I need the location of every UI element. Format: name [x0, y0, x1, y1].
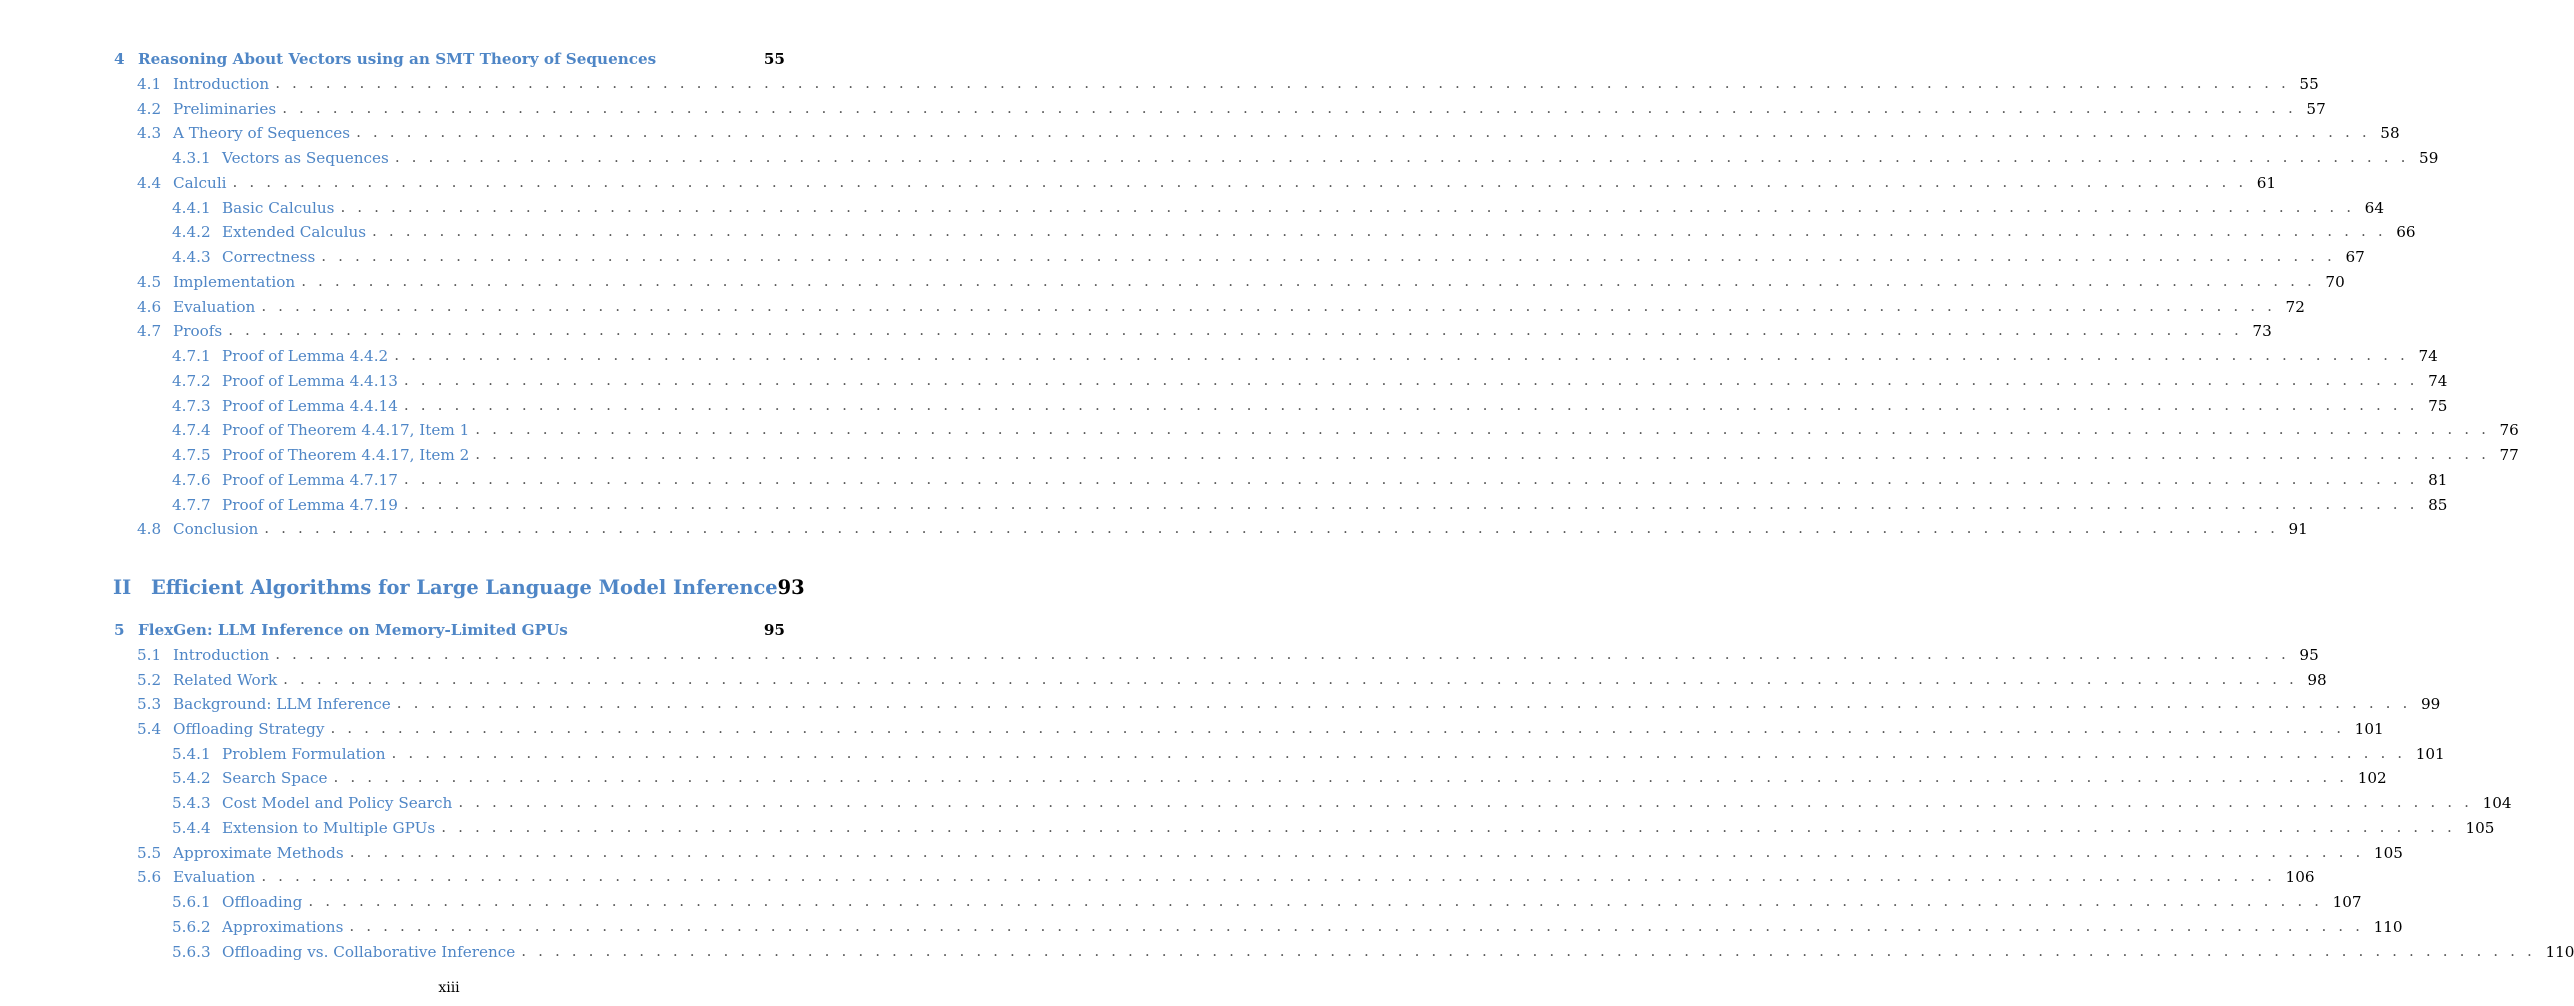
- page-number: xiii: [438, 980, 460, 996]
- toc-entry-number: 4: [114, 50, 125, 68]
- dot-leader: . . . . . . . . . . . . . . . . . . . . . . . . . . . . . . . . . . . . . . . . . . . . . . . . . . . . . . . . . . . . . . . . . . . . . . . . . . . . . . . . . . . . . . . . . . . . . . . . . . . . . . . . . . . . . . . . . . . . . . . .: [282, 99, 2297, 117]
- toc-entry-number: 4.8: [137, 520, 162, 538]
- toc-entry-page: 76: [2499, 421, 2519, 439]
- toc-entry-page: 107: [2332, 893, 2362, 911]
- toc-entry-page: 61: [2256, 174, 2277, 192]
- toc-entry-section[interactable]: [137, 518, 2308, 540]
- toc-entry-number: 4.3: [137, 124, 162, 142]
- toc-entry-page: 77: [2499, 446, 2519, 464]
- toc-entry-number: 5.6: [137, 868, 162, 886]
- toc-entry-number: 4.4.2: [172, 223, 211, 241]
- toc-entry-page: 85: [2428, 496, 2448, 514]
- toc-entry-section[interactable]: [137, 73, 2319, 95]
- toc-entry-section[interactable]: [137, 296, 2305, 318]
- dot-leader: . . . . . . . . . . . . . . . . . . . . . . . . . . . . . . . . . . . . . . . . . . . . . . . . . . . . . . . . . . . . . . . . . . . . . . . . . . . . . . . . . . . . . . . . . . . . . . . . . . . . . . . . . . . . . . . . . . . . . . . .: [356, 123, 2371, 141]
- toc-entry-title[interactable]: Extension to Multiple GPUs: [222, 819, 436, 837]
- toc-entry-page: 105: [2465, 819, 2495, 837]
- dot-leader: . . . . . . . . . . . . . . . . . . . . . . . . . . . . . . . . . . . . . . . . . . . . . . . . . . . . . . . . . . . . . . . . . . . . . . . . . . . . . . . . . . . . . . . . . . . . . . . . . . . . . . . . . . . . . . . . . . . . . . . .: [403, 470, 2419, 488]
- toc-entry-section[interactable]: [137, 842, 2403, 864]
- toc-entry-title[interactable]: Proof of Lemma 4.7.19: [222, 496, 398, 514]
- dot-leader: . . . . . . . . . . . . . . . . . . . . . . . . . . . . . . . . . . . . . . . . . . . . . . . . . . . . . . . . . . . . . . . . . . . . . . . . . . . . . . . . . . . . . . . . . . . . . . . . . . . . . . . . . . . . . . . . . . . . . . . .: [349, 843, 2364, 861]
- toc-entry-number: 4.7.5: [172, 446, 211, 464]
- toc-entry-number: 5.4.1: [172, 745, 211, 763]
- toc-entry-number: 4.4.3: [172, 248, 211, 266]
- toc-entry-number: 4.7.3: [172, 397, 211, 415]
- toc-entry-number: 5.4: [137, 720, 162, 738]
- toc-entry-section[interactable]: [137, 271, 2345, 293]
- toc-entry-page: 93: [777, 576, 805, 599]
- toc-entry-page: 64: [2364, 199, 2384, 217]
- toc-entry-section[interactable]: [137, 644, 2319, 666]
- toc-entry-page: 67: [2345, 248, 2365, 266]
- toc-entry-title[interactable]: Problem Formulation: [222, 745, 386, 763]
- toc-entry-number: 5.6.3: [172, 943, 211, 961]
- toc-entry-number: 5.6.2: [172, 918, 211, 936]
- toc-entry-subsection[interactable]: [172, 494, 2448, 516]
- toc-entry-title[interactable]: Proof of Lemma 4.4.14: [222, 397, 398, 415]
- toc-entry-title[interactable]: Evaluation: [173, 868, 256, 886]
- toc-entry-page: 104: [2482, 794, 2512, 812]
- dot-leader: . . . . . . . . . . . . . . . . . . . . . . . . . . . . . . . . . . . . . . . . . . . . . . . . . . . . . . . . . . . . . . . . . . . . . . . . . . . . . . . . . . . . . . . . . . . . . . . . . . . . . . . . . . . . . . . . . . . . . . . .: [264, 519, 2279, 537]
- dot-leader: . . . . . . . . . . . . . . . . . . . . . . . . . . . . . . . . . . . . . . . . . . . . . . . . . . . . . . . . . . . . . . . . . . . . . . . . . . . . . . . . . . . . . . . . . . . . . . . . . . . . . . . . . . . . . . . . . . . . . . . .: [349, 917, 2364, 935]
- toc-entry-page: 66: [2396, 223, 2416, 241]
- toc-entry-title[interactable]: Calculi: [173, 174, 227, 192]
- toc-entry-title[interactable]: FlexGen: LLM Inference on Memory-Limited GPUs: [138, 621, 568, 639]
- toc-entry-number: 5.1: [137, 646, 162, 664]
- toc-entry-page: 101: [2415, 745, 2445, 763]
- toc-entry-title[interactable]: Efficient Algorithms for Large Language Model Inference: [151, 576, 778, 599]
- toc-entry-number: 5.4.4: [172, 819, 211, 837]
- toc-entry-page: 55: [763, 50, 785, 68]
- dot-leader: . . . . . . . . . . . . . . . . . . . . . . . . . . . . . . . . . . . . . . . . . . . . . . . . . . . . . . . . . . . . . . . . . . . . . . . . . . . . . . . . . . . . . . . . . . . . . . . . . . . . . . . . . . . . . . . . . . . . . . . .: [333, 768, 2348, 786]
- toc-entry-number: 4.4: [137, 174, 162, 192]
- toc-entry-section[interactable]: [137, 866, 2315, 888]
- dot-leader: . . . . . . . . . . . . . . . . . . . . . . . . . . . . . . . . . . . . . . . . . . . . . . . . . . . . . . . . . . . . . . . . . . . . . . . . . . . . . . . . . . . . . . . . . . . . . . . . . . . . . . . . . . . . . . . . . . . . . . . .: [372, 222, 2387, 240]
- toc-entry-title[interactable]: Evaluation: [173, 298, 256, 316]
- toc-entry-title[interactable]: Correctness: [222, 248, 316, 266]
- toc-entry-page: 95: [763, 621, 785, 639]
- toc-entry-title[interactable]: Proofs: [173, 322, 223, 340]
- toc-entry-page: 110: [2373, 918, 2403, 936]
- dot-leader: . . . . . . . . . . . . . . . . . . . . . . . . . . . . . . . . . . . . . . . . . . . . . . . . . . . . . . . . . . . . . . . . . . . . . . . . . . . . . . . . . . . . . . . . . . . . . . . . . . . . . . . . . . . . . . . . . . . . . . . .: [232, 173, 2247, 191]
- dot-leader: . . . . . . . . . . . . . . . . . . . . . . . . . . . . . . . . . . . . . . . . . . . . . . . . . . . . . . . . . . . . . . . . . . . . . . . . . . . . . . . . . . . . . . . . . . . . . . . . . . . . . . . . . . . . . . . . . . . . . . . .: [391, 744, 2406, 762]
- toc-entry-subsection[interactable]: [172, 916, 2403, 938]
- dot-leader: . . . . . . . . . . . . . . . . . . . . . . . . . . . . . . . . . . . . . . . . . . . . . . . . . . . . . . . . . . . . . . . . . . . . . . . . . . . . . . . . . . . . . . . . . . . . . . . . . . . . . . . . . . . . . . . . . . . . . . . .: [308, 892, 2323, 910]
- toc-entry-subsection[interactable]: [172, 370, 2448, 392]
- toc-entry-title[interactable]: Offloading vs. Collaborative Inference: [222, 943, 516, 961]
- toc-entry-number: 4.7.1: [172, 347, 211, 365]
- toc-entry-page: 73: [2252, 322, 2272, 340]
- dot-leader: . . . . . . . . . . . . . . . . . . . . . . . . . . . . . . . . . . . . . . . . . . . . . . . . . . . . . . . . . . . . . . . . . . . . . . . . . . . . . . . . . . . . . . . . . . . . . . . . . . . . . . . . . . . . . . . . . . . . . . . .: [475, 420, 2490, 438]
- toc-entry-section[interactable]: [137, 718, 2384, 740]
- toc-entry-page: 75: [2428, 397, 2448, 415]
- toc-entry-number: 4.7.7: [172, 496, 211, 514]
- dot-leader: . . . . . . . . . . . . . . . . . . . . . . . . . . . . . . . . . . . . . . . . . . . . . . . . . . . . . . . . . . . . . . . . . . . . . . . . . . . . . . . . . . . . . . . . . . . . . . . . . . . . . . . . . . . . . . . . . . . . . . . .: [441, 818, 2456, 836]
- toc-entry-subsection[interactable]: [172, 246, 2365, 268]
- toc-entry-page: 72: [2285, 298, 2305, 316]
- dot-leader: . . . . . . . . . . . . . . . . . . . . . . . . . . . . . . . . . . . . . . . . . . . . . . . . . . . . . . . . . . . . . . . . . . . . . . . . . . . . . . . . . . . . . . . . . . . . . . . . . . . . . . . . . . . . . . . . . . . . . . . .: [275, 74, 2290, 92]
- toc-entry-title[interactable]: Introduction: [173, 75, 270, 93]
- toc-entry-title[interactable]: Approximations: [222, 918, 344, 936]
- toc-entry-title[interactable]: Introduction: [173, 646, 270, 664]
- toc-entry-page: 99: [2420, 695, 2441, 713]
- toc-entry-number: 5.4.2: [172, 769, 211, 787]
- toc-entry-section[interactable]: [137, 320, 2272, 342]
- toc-entry-chapter[interactable]: [114, 619, 785, 641]
- toc-entry-page: 70: [2325, 273, 2345, 291]
- toc-entry-title[interactable]: Vectors as Sequences: [222, 149, 389, 167]
- toc-entry-section[interactable]: [137, 122, 2400, 144]
- toc-entry-title[interactable]: A Theory of Sequences: [173, 124, 351, 142]
- toc-entry-number: 4.2: [137, 100, 162, 118]
- toc-entry-title[interactable]: Cost Model and Policy Search: [222, 794, 453, 812]
- toc-entry-title[interactable]: Extended Calculus: [222, 223, 367, 241]
- toc-entry-section[interactable]: [137, 98, 2326, 120]
- dot-leader: . . . . . . . . . . . . . . . . . . . . . . . . . . . . . . . . . . . . . . . . . . . . . . . . . . . . . . . . . . . . . . . . . . . . . . . . . . . . . . . . . . . . . . . . . . . . . . . . . . . . . . . . . . . . . . . . . . . . . . . .: [403, 371, 2419, 389]
- toc-entry-title[interactable]: Preliminaries: [173, 100, 277, 118]
- toc-entry-subsection[interactable]: [172, 469, 2448, 491]
- toc-entry-subsection[interactable]: [172, 197, 2384, 219]
- toc-entry-number: 4.7: [137, 322, 162, 340]
- toc-entry-page: 106: [2285, 868, 2315, 886]
- dot-leader: . . . . . . . . . . . . . . . . . . . . . . . . . . . . . . . . . . . . . . . . . . . . . . . . . . . . . . . . . . . . . . . . . . . . . . . . . . . . . . . . . . . . . . . . . . . . . . . . . . . . . . . . . . . . . . . . . . . . . . . .: [394, 148, 2410, 166]
- toc-entry-subsection[interactable]: [172, 419, 2519, 441]
- toc-entry-page: 98: [2307, 671, 2327, 689]
- toc-entry-section[interactable]: [137, 172, 2277, 194]
- dot-leader: . . . . . . . . . . . . . . . . . . . . . . . . . . . . . . . . . . . . . . . . . . . . . . . . . . . . . . . . . . . . . . . . . . . . . . . . . . . . . . . . . . . . . . . . . . . . . . . . . . . . . . . . . . . . . . . . . . . . . . . .: [261, 297, 2276, 315]
- toc-entry-title[interactable]: Offloading: [222, 893, 303, 911]
- toc-entry-title[interactable]: Proof of Lemma 4.4.13: [222, 372, 398, 390]
- toc-entry-page: 55: [2299, 75, 2319, 93]
- dot-leader: . . . . . . . . . . . . . . . . . . . . . . . . . . . . . . . . . . . . . . . . . . . . . . . . . . . . . . . . . . . . . . . . . . . . . . . . . . . . . . . . . . . . . . . . . . . . . . . . . . . . . . . . . . . . . . . . . . . . . . . .: [228, 321, 2243, 339]
- toc-entry-page: 105: [2373, 844, 2403, 862]
- toc-entry-subsection[interactable]: [172, 767, 2387, 789]
- toc-entry-page: 74: [2418, 347, 2438, 365]
- toc-entry-title[interactable]: Offloading Strategy: [173, 720, 325, 738]
- toc-entry-part[interactable]: [113, 573, 805, 603]
- dot-leader: . . . . . . . . . . . . . . . . . . . . . . . . . . . . . . . . . . . . . . . . . . . . . . . . . . . . . . . . . . . . . . . . . . . . . . . . . . . . . . . . . . . . . . . . . . . . . . . . . . . . . . . . . . . . . . . . . . . . . . . .: [283, 670, 2298, 688]
- dot-leader: . . . . . . . . . . . . . . . . . . . . . . . . . . . . . . . . . . . . . . . . . . . . . . . . . . . . . . . . . . . . . . . . . . . . . . . . . . . . . . . . . . . . . . . . . . . . . . . . . . . . . . . . . . . . . . . . . . . . . . . .: [261, 867, 2276, 885]
- toc-entry-subsection[interactable]: [172, 395, 2448, 417]
- dot-leader: . . . . . . . . . . . . . . . . . . . . . . . . . . . . . . . . . . . . . . . . . . . . . . . . . . . . . . . . . . . . . . . . . . . . . . . . . . . . . . . . . . . . . . . . . . . . . . . . . . . . . . . . . . . . . . . . . . . . . . . .: [403, 495, 2419, 513]
- toc-entry-page: 101: [2354, 720, 2384, 738]
- dot-leader: . . . . . . . . . . . . . . . . . . . . . . . . . . . . . . . . . . . . . . . . . . . . . . . . . . . . . . . . . . . . . . . . . . . . . . . . . . . . . . . . . . . . . . . . . . . . . . . . . . . . . . . . . . . . . . . . . . . . . . . .: [458, 793, 2473, 811]
- toc-entry-number: 4.6: [137, 298, 162, 316]
- toc-entry-number: 4.7.6: [172, 471, 211, 489]
- dot-leader: . . . . . . . . . . . . . . . . . . . . . . . . . . . . . . . . . . . . . . . . . . . . . . . . . . . . . . . . . . . . . . . . . . . . . . . . . . . . . . . . . . . . . . . . . . . . . . . . . . . . . . . . . . . . . . . . . . . . . . . .: [275, 645, 2290, 663]
- dot-leader: . . . . . . . . . . . . . . . . . . . . . . . . . . . . . . . . . . . . . . . . . . . . . . . . . . . . . . . . . . . . . . . . . . . . . . . . . . . . . . . . . . . . . . . . . . . . . . . . . . . . . . . . . . . . . . . . . . . . . . . .: [396, 694, 2411, 712]
- toc-entry-number: 5.4.3: [172, 794, 211, 812]
- toc-entry-number: 5.3: [137, 695, 162, 713]
- toc-entry-chapter[interactable]: [114, 48, 785, 70]
- toc-entry-page: 102: [2357, 769, 2387, 787]
- toc-entry-subsection[interactable]: [172, 891, 2362, 913]
- dot-leader: . . . . . . . . . . . . . . . . . . . . . . . . . . . . . . . . . . . . . . . . . . . . . . . . . . . . . . . . . . . . . . . . . . . . . . . . . . . . . . . . . . . . . . . . . . . . . . . . . . . . . . . . . . . . . . . . . . . . . . . .: [340, 198, 2355, 216]
- dot-leader: . . . . . . . . . . . . . . . . . . . . . . . . . . . . . . . . . . . . . . . . . . . . . . . . . . . . . . . . . . . . . . . . . . . . . . . . . . . . . . . . . . . . . . . . . . . . . . . . . . . . . . . . . . . . . . . . . . . . . . . .: [521, 942, 2536, 960]
- toc-entry-title[interactable]: Background: LLM Inference: [173, 695, 391, 713]
- toc-entry-number: 4.7.2: [172, 372, 211, 390]
- toc-entry-page: 91: [2288, 520, 2308, 538]
- toc-entry-page: 59: [2419, 149, 2439, 167]
- toc-entry-page: 95: [2299, 646, 2319, 664]
- toc-entry-number: 5.2: [137, 671, 162, 689]
- toc-entry-page: 81: [2428, 471, 2448, 489]
- toc-entry-title[interactable]: Related Work: [173, 671, 278, 689]
- toc-entry-number: 5: [114, 621, 125, 639]
- toc-entry-title[interactable]: Basic Calculus: [222, 199, 335, 217]
- toc-entry-subsection[interactable]: [172, 792, 2512, 814]
- toc-entry-page: 57: [2306, 100, 2326, 118]
- toc-entry-number: 5.6.1: [172, 893, 211, 911]
- toc-entry-number: 5.5: [137, 844, 162, 862]
- toc-entry-title[interactable]: Approximate Methods: [173, 844, 344, 862]
- toc-entry-title[interactable]: Proof of Theorem 4.4.17, Item 2: [222, 446, 470, 464]
- toc-entry-number: 4.5: [137, 273, 162, 291]
- toc-entry-number: 4.3.1: [172, 149, 211, 167]
- toc-entry-title[interactable]: Proof of Lemma 4.4.2: [222, 347, 389, 365]
- toc-entry-page: 110: [2545, 943, 2574, 961]
- toc-entry-page: 74: [2428, 372, 2448, 390]
- toc-entry-subsection[interactable]: [172, 345, 2438, 367]
- toc-entry-title[interactable]: Reasoning About Vectors using an SMT Theory of Sequences: [138, 50, 657, 68]
- toc-entry-section[interactable]: [137, 693, 2441, 715]
- toc-entry-subsection[interactable]: [172, 743, 2445, 765]
- dot-leader: . . . . . . . . . . . . . . . . . . . . . . . . . . . . . . . . . . . . . . . . . . . . . . . . . . . . . . . . . . . . . . . . . . . . . . . . . . . . . . . . . . . . . . . . . . . . . . . . . . . . . . . . . . . . . . . . . . . . . . . .: [321, 247, 2336, 265]
- dot-leader: . . . . . . . . . . . . . . . . . . . . . . . . . . . . . . . . . . . . . . . . . . . . . . . . . . . . . . . . . . . . . . . . . . . . . . . . . . . . . . . . . . . . . . . . . . . . . . . . . . . . . . . . . . . . . . . . . . . . . . . .: [403, 396, 2419, 414]
- dot-leader: . . . . . . . . . . . . . . . . . . . . . . . . . . . . . . . . . . . . . . . . . . . . . . . . . . . . . . . . . . . . . . . . . . . . . . . . . . . . . . . . . . . . . . . . . . . . . . . . . . . . . . . . . . . . . . . . . . . . . . . .: [394, 346, 2409, 364]
- toc-entry-subsection[interactable]: [172, 147, 2439, 169]
- toc-entry-number: 4.4.1: [172, 199, 211, 217]
- toc-entry-subsection[interactable]: [172, 941, 2574, 963]
- dot-leader: . . . . . . . . . . . . . . . . . . . . . . . . . . . . . . . . . . . . . . . . . . . . . . . . . . . . . . . . . . . . . . . . . . . . . . . . . . . . . . . . . . . . . . . . . . . . . . . . . . . . . . . . . . . . . . . . . . . . . . . .: [301, 272, 2316, 290]
- toc-entry-section[interactable]: [137, 669, 2327, 691]
- toc-entry-number: 4.1: [137, 75, 162, 93]
- toc-entry-number: II: [113, 576, 132, 599]
- toc-entry-title[interactable]: Conclusion: [173, 520, 259, 538]
- dot-leader: . . . . . . . . . . . . . . . . . . . . . . . . . . . . . . . . . . . . . . . . . . . . . . . . . . . . . . . . . . . . . . . . . . . . . . . . . . . . . . . . . . . . . . . . . . . . . . . . . . . . . . . . . . . . . . . . . . . . . . . .: [330, 719, 2345, 737]
- toc-entry-subsection[interactable]: [172, 444, 2519, 466]
- toc-entry-number: 4.7.4: [172, 421, 211, 439]
- toc-entry-title[interactable]: Search Space: [222, 769, 328, 787]
- toc-entry-title[interactable]: Implementation: [173, 273, 296, 291]
- toc-entry-subsection[interactable]: [172, 817, 2495, 839]
- toc-entry-subsection[interactable]: [172, 221, 2416, 243]
- toc-entry-page: 58: [2380, 124, 2400, 142]
- toc-entry-title[interactable]: Proof of Lemma 4.7.17: [222, 471, 398, 489]
- dot-leader: . . . . . . . . . . . . . . . . . . . . . . . . . . . . . . . . . . . . . . . . . . . . . . . . . . . . . . . . . . . . . . . . . . . . . . . . . . . . . . . . . . . . . . . . . . . . . . . . . . . . . . . . . . . . . . . . . . . . . . . .: [475, 445, 2490, 463]
- toc-entry-title[interactable]: Proof of Theorem 4.4.17, Item 1: [222, 421, 470, 439]
